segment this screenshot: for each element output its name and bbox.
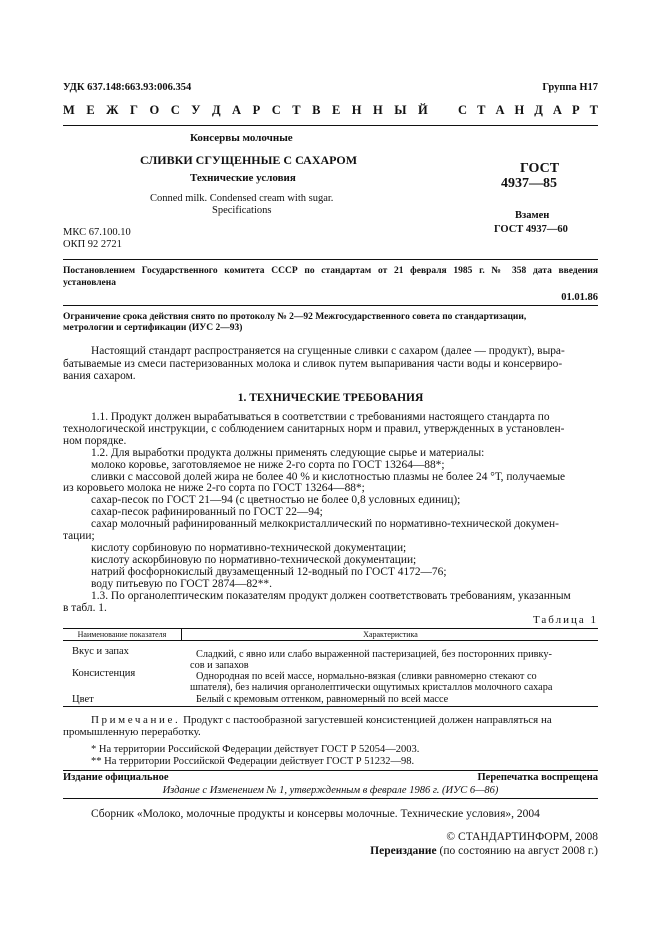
limitation-text: Ограничение срока действия снято по протоколу № 2—92 Межгосударственного совета по стандартизации, (63, 312, 527, 322)
note-label: Примечание. (91, 714, 181, 726)
reissue-label: Переиздание (370, 845, 437, 857)
decree-divider (63, 305, 598, 306)
banner-letter: Н (514, 103, 525, 117)
title-english-2: Specifications (212, 205, 272, 216)
table-row-desc: Белый с кремовым оттенком, равномерный по всей массе (196, 694, 449, 705)
footer-divider (63, 770, 598, 771)
body-line: воду питьевую по ГОСТ 2874—82**. (91, 577, 272, 590)
body-line: ном порядке. (63, 434, 127, 447)
reprint-prohibited: Перепечатка воспрещена (477, 772, 598, 783)
banner-letter: Г (130, 103, 138, 117)
banner-letter: Е (86, 103, 95, 117)
amendment-note: Издание с Изменением № 1, утвержденным в феврале 1986 г. (ИУС 6—86) (162, 785, 499, 796)
banner-letter: С (271, 103, 281, 117)
table-note (91, 714, 552, 726)
table-row-desc: сов и запахов (190, 660, 249, 671)
body-line: сахар-песок рафинированный по ГОСТ 22—94; (91, 506, 323, 519)
body-line: сахар молочный рафинированный мелкокристаллический по нормативно-технической докумен- (91, 518, 559, 531)
footnote-2: ** На территории Российской Федерации действует ГОСТ Р 51232—98. (91, 756, 415, 767)
replaces-value: ГОСТ 4937—60 (494, 224, 568, 235)
table-header-name: Наименование показателя (77, 630, 167, 639)
banner-letter: М (63, 103, 75, 117)
title-divider (63, 259, 598, 260)
body-line: 1.3. По органолептическим показателям продукт должен соответствовать требованиям, указанным (91, 589, 571, 602)
interstate-standard-banner (63, 103, 598, 118)
banner-letter: В (312, 103, 321, 117)
body-line: технологической инструкции, с соблюдением санитарных норм и правил, утвержденных в установлен- (63, 422, 565, 435)
banner-letter: Т (477, 103, 486, 117)
banner-letter: Ж (106, 103, 119, 117)
banner-letter: Т (292, 103, 301, 117)
banner-letter: Р (252, 103, 261, 117)
table-row-name: Вкус и запах (72, 646, 129, 657)
udk-code: УДК 637.148:663.93:006.354 (63, 82, 192, 93)
table-row-desc: шпателя), без наличия органолептически ощутимых кристаллов молочного сахара (190, 682, 553, 693)
banner-letter: Р (571, 103, 580, 117)
banner-letter: О (149, 103, 160, 117)
table-header-border (63, 640, 598, 641)
banner-word-interstate (63, 103, 428, 118)
note-text: Продукт с пастообразной загустевшей консистенцией должен направляться на (180, 714, 552, 726)
banner-letter: Н (351, 103, 362, 117)
banner-letter: Н (373, 103, 383, 117)
banner-letter: Е (331, 103, 341, 117)
table-row-name: Цвет (72, 694, 94, 705)
banner-word-standard (458, 103, 598, 118)
body-line: тации; (63, 530, 95, 543)
banner-letter: А (552, 103, 562, 117)
reissue-date: (по состоянию на август 2008 г.) (436, 845, 598, 857)
body-line: сахар-песок по ГОСТ 21—94 (с цветностью не более 0,8 условных единиц); (91, 494, 461, 507)
intro-paragraph (63, 345, 598, 383)
decree-text: Постановлением Государственного комитета СССР по стандартам от 21 февраля 1985 г. № 358 дата введения (63, 266, 598, 276)
table-row-desc: Сладкий, с явно или слабо выраженной пастеризацией, без посторонних привку- (196, 649, 552, 660)
group-code: Группа Н17 (542, 82, 598, 93)
collection-title: Сборник «Молоко, молочные продукты и консервы молочные. Технические условия», 2004 (91, 808, 540, 820)
title-main: СЛИВКИ СГУЩЕННЫЕ С САХАРОМ (140, 153, 358, 167)
introduction-date: 01.01.86 (561, 292, 598, 303)
okp-code: ОКП 92 2721 (63, 239, 122, 250)
limitation-text-2: метрологии и сертификации (ИУС 2—93) (63, 323, 243, 333)
banner-letter: Д (211, 103, 221, 117)
replaces-label: Взамен (515, 210, 550, 221)
footnote-1: * На территории Российской Федерации действует ГОСТ Р 52054—2003. (91, 744, 420, 755)
body-line: кислоту аскорбиновую по нормативно-технической документации; (91, 553, 417, 566)
body-line: в табл. 1. (63, 601, 107, 614)
body-line: натрий фосфорнокислый двузамещенный 12-водный по ГОСТ 4172—76; (91, 565, 447, 578)
table-row-name: Консистенция (72, 668, 136, 679)
reissue-note (370, 845, 598, 857)
body-line: 1.2. Для выработки продукта должны применять следующие сырье и материалы: (91, 446, 485, 459)
official-edition: Издание официальное (63, 772, 169, 783)
table-top-border (63, 628, 598, 629)
title-subtitle: Технические условия (190, 172, 296, 184)
banner-letter: С (170, 103, 180, 117)
title-english-1: Conned milk. Condensed cream with sugar. (150, 193, 334, 204)
footer-divider-2 (63, 798, 598, 799)
banner-letter: У (191, 103, 201, 117)
title-line1: Консервы молочные (190, 132, 293, 144)
section-1-body (63, 412, 598, 614)
intro-line: батываемые из смеси пастеризованных молока и сливок путем выпаривания части воды и консервиро- (63, 357, 563, 370)
body-line: из коровьего молока не ниже 2-го сорта по ГОСТ 13264—88*; (63, 482, 365, 495)
decree-text-2: установлена (63, 278, 116, 288)
banner-letter: А (495, 103, 505, 117)
table-caption: Таблица 1 (532, 614, 598, 626)
banner-letter: Д (534, 103, 543, 117)
body-line: кислоту сорбиновую по нормативно-технической документации; (91, 541, 407, 554)
table-bottom-border (63, 706, 598, 707)
copyright: © СТАНДАРТИНФОРМ, 2008 (446, 831, 598, 843)
intro-line: вания сахаром. (63, 370, 136, 383)
banner-letter: А (232, 103, 242, 117)
gost-number: 4937—85 (501, 176, 557, 191)
table-header-separator (181, 628, 182, 640)
table-row-desc: Однородная по всей массе, нормально-вязкая (сливки равномерно стекают со (196, 671, 537, 682)
body-line: 1.1. Продукт должен вырабатываться в соответствии с требованиями настоящего стандарта по (91, 411, 550, 423)
body-line: молоко коровье, заготовляемое не ниже 2-го сорта по ГОСТ 13264—88*; (91, 458, 445, 471)
banner-letter: С (458, 103, 468, 117)
note-text-2: промышленную переработку. (63, 726, 201, 738)
banner-letter: Т (589, 103, 598, 117)
banner-letter: Ы (394, 103, 407, 117)
gost-label: ГОСТ (520, 161, 560, 176)
section-1-title: 1. ТЕХНИЧЕСКИЕ ТРЕБОВАНИЯ (237, 392, 424, 404)
table-header-characteristic: Характеристика (363, 630, 418, 639)
body-line: сливки с массовой долей жира не более 40 % и кислотностью плазмы не более 24 °Т, получаемые (91, 470, 566, 483)
banner-letter: Й (418, 103, 428, 117)
mks-code: МКС 67.100.10 (63, 227, 131, 238)
intro-line: Настоящий стандарт распространяется на сгущенные сливки с сахаром (далее — продукт), выра- (91, 345, 565, 357)
header-divider (63, 125, 598, 126)
